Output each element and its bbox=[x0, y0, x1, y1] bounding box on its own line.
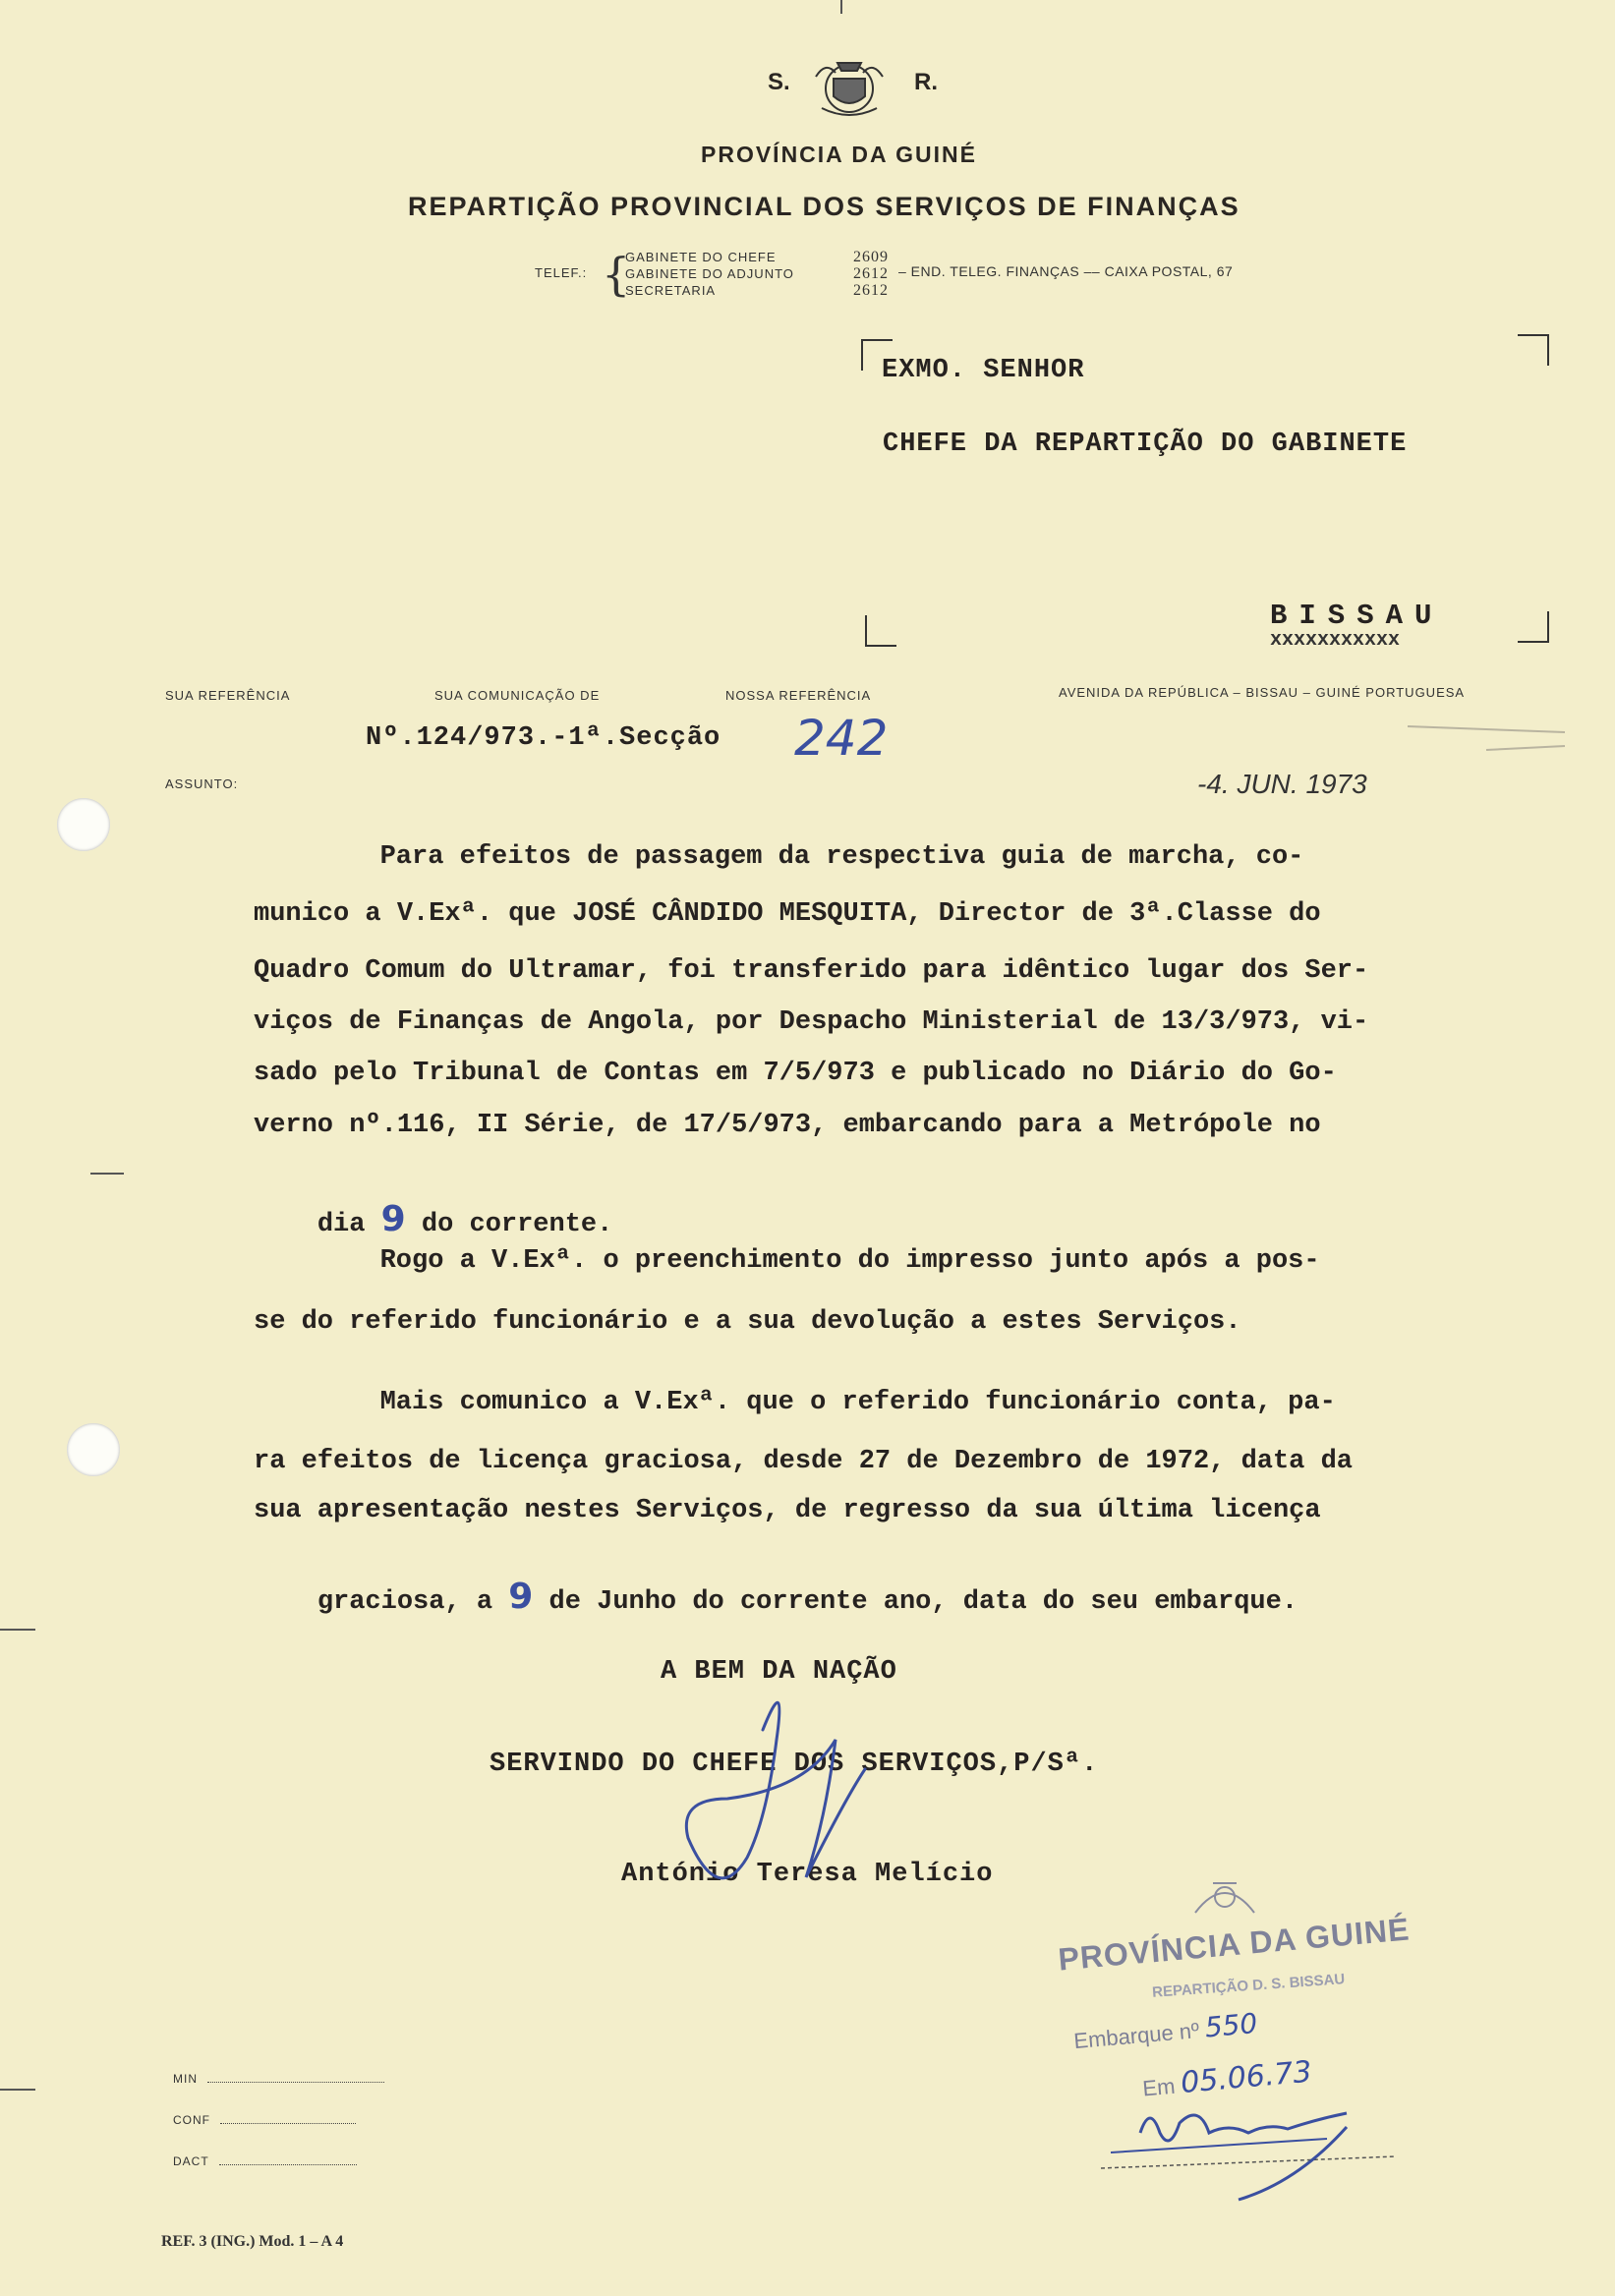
province-title: PROVÍNCIA DA GUINÉ bbox=[701, 142, 977, 167]
conf-line bbox=[220, 2123, 356, 2124]
footer-dact: DACT bbox=[173, 2154, 357, 2168]
body-line: verno nº.116, II Série, de 17/5/973, embarcando para a Metrópole no bbox=[254, 1111, 1321, 1140]
reference-handwritten: 242 bbox=[794, 710, 889, 767]
recipient-line-1: EXMO. SENHOR bbox=[882, 356, 1085, 385]
body-line-last: dia 9 do corrente. bbox=[317, 1199, 613, 1239]
stamp-line-3: Embarque nº 550 bbox=[1072, 2006, 1259, 2054]
label-sua-comunicacao: SUA COMUNICAÇÃO DE bbox=[434, 688, 601, 703]
min-line bbox=[207, 2082, 384, 2083]
body-line: ra efeitos de licença graciosa, desde 27 de Dezembro de 1972, data da bbox=[254, 1447, 1353, 1476]
stamp-line-1: PROVÍNCIA DA GUINÉ bbox=[1057, 1911, 1412, 1978]
phone-row: GABINETE DO ADJUNTO 2612 bbox=[625, 265, 889, 282]
stamp-emblem-icon bbox=[1185, 1873, 1264, 1921]
body-line: se do referido funcionário e a sua devolução a estes Serviços. bbox=[254, 1307, 1241, 1337]
signatory-name: António Teresa Melício bbox=[621, 1860, 994, 1889]
body-line: sado pelo Tribunal de Contas em 7/5/973 e publicado no Diário do Go- bbox=[254, 1059, 1337, 1088]
form-reference: REF. 3 (ING.) Mod. 1 – A 4 bbox=[161, 2233, 344, 2250]
recipient-strikeout: xxxxxxxxxxx bbox=[1270, 629, 1401, 652]
phone-row: GABINETE DO CHEFE 2609 bbox=[625, 249, 889, 265]
stamp-date-handwritten: 05.06.73 bbox=[1179, 2054, 1313, 2101]
closing-role: SERVINDO DO CHEFE DOS SERVIÇOS,P/Sª. bbox=[490, 1750, 1099, 1779]
body-line: viços de Finanças de Angola, por Despacho Ministerial de 13/3/973, vi- bbox=[254, 1007, 1369, 1037]
body-line: munico a V.Exª. que JOSÉ CÂNDIDO MESQUITA, Director de 3ª.Classe do bbox=[254, 899, 1321, 929]
fold-mark bbox=[90, 1173, 124, 1175]
body-line: Rogo a V.Exª. o preenchimento do impresso junto após a pos- bbox=[332, 1246, 1320, 1276]
footer-conf: CONF bbox=[173, 2113, 356, 2127]
letterhead-r: R. bbox=[914, 69, 938, 95]
handwritten-day: 9 bbox=[508, 1577, 534, 1617]
date-stamp: -4. JUN. 1973 bbox=[1197, 769, 1367, 799]
margin-scribble bbox=[1408, 722, 1575, 752]
telef-brace: { bbox=[602, 248, 631, 301]
body-line: Quadro Comum do Ultramar, foi transferido para idêntico lugar dos Ser- bbox=[254, 956, 1369, 986]
closing-motto: A BEM DA NAÇÃO bbox=[661, 1657, 897, 1687]
telegram-address: – END. TELEG. FINANÇAS –– CAIXA POSTAL, 67 bbox=[898, 263, 1234, 279]
department-title: REPARTIÇÃO PROVINCIAL DOS SERVIÇOS DE FINANÇAS bbox=[408, 192, 1240, 221]
telef-label: TELEF.: bbox=[535, 265, 588, 280]
stamp-signature bbox=[1101, 2074, 1415, 2211]
body-line-last: graciosa, a 9 de Junho do corrente ano, data do seu embarque. bbox=[317, 1577, 1298, 1617]
phone-list bbox=[625, 249, 900, 299]
label-nossa-referencia: NOSSA REFERÊNCIA bbox=[725, 688, 872, 703]
recipient-city: BISSAU bbox=[1270, 600, 1444, 632]
body-line: Mais comunico a V.Exª. que o referido funcionário conta, pa- bbox=[332, 1388, 1336, 1417]
edge-mark-1 bbox=[0, 1629, 35, 1631]
label-assunto: ASSUNTO: bbox=[165, 776, 239, 791]
punch-hole-top bbox=[57, 798, 110, 851]
letterhead-s: S. bbox=[768, 69, 790, 95]
handwritten-day: 9 bbox=[380, 1199, 406, 1239]
stamp-line-2: REPARTIÇÃO D. S. BISSAU bbox=[1151, 1971, 1346, 2001]
label-sua-referencia: SUA REFERÊNCIA bbox=[165, 688, 291, 703]
body-line: Para efeitos de passagem da respectiva guia de marcha, co- bbox=[332, 842, 1304, 872]
edge-mark-2 bbox=[0, 2089, 35, 2091]
phone-row: SECRETARIA 2612 bbox=[625, 282, 889, 299]
punch-hole-bottom bbox=[67, 1423, 120, 1476]
dact-line bbox=[219, 2164, 357, 2165]
address-corner-bl bbox=[865, 615, 896, 647]
stamp-number-handwritten: 550 bbox=[1203, 2006, 1259, 2044]
reference-number: Nº.124/973.-1ª.Secção bbox=[366, 723, 721, 753]
coat-of-arms-icon bbox=[808, 49, 891, 122]
footer-min: MIN bbox=[173, 2072, 384, 2086]
stamp-line-4: Em 05.06.73 bbox=[1141, 2054, 1313, 2101]
address-corner-tr bbox=[1518, 334, 1549, 366]
address-line: AVENIDA DA REPÚBLICA – BISSAU – GUINÉ PORTUGUESA bbox=[1059, 685, 1466, 700]
address-corner-br bbox=[1518, 611, 1549, 643]
body-line: sua apresentação nestes Serviços, de regresso da sua última licença bbox=[254, 1496, 1321, 1525]
recipient-line-2: CHEFE DA REPARTIÇÃO DO GABINETE bbox=[883, 430, 1408, 459]
signature-handwritten bbox=[668, 1681, 904, 1917]
top-tick bbox=[840, 0, 842, 14]
